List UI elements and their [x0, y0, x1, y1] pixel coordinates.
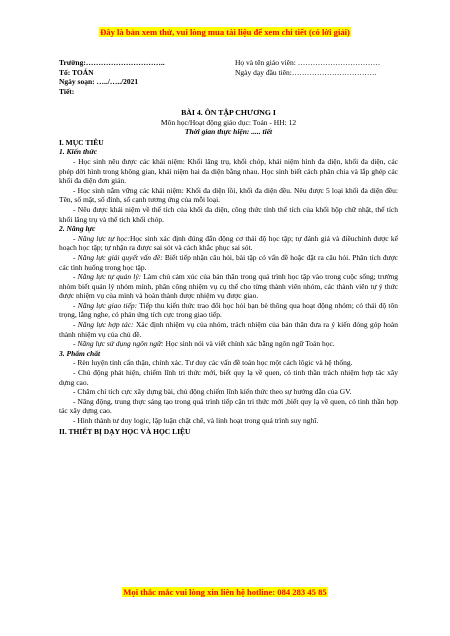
competence-label: - Năng lực sử dụng ngôn ngữ:	[73, 339, 164, 349]
knowledge-item: - Học sinh nêu được các khái niệm: Khối lăng trụ, khối chóp, khái niệm hình đa diện, khối đa diện, các phép dời hình trong không gian, khái niệm hai đa diện bằng nhau. Học sinh biết cách phân chia và lắp ghép các khối đa diện đơn giản.	[59, 156, 398, 186]
qualities-heading: 3. Phẩm chất	[59, 348, 101, 358]
competence-label: - Năng lực tự học:	[73, 233, 130, 243]
competence-item	[59, 301, 398, 320]
competence-heading: 2. Năng lực	[59, 224, 96, 234]
knowledge-heading: 1. Kiến thức	[59, 147, 98, 157]
competence-label: - Năng lực giải quyết vấn đề:	[73, 252, 163, 262]
quality-item: - Rèn luyện tính cẩn thận, chính xác. Tư duy các vấn đề toán học một cách lôgic và hệ thống.	[73, 358, 353, 368]
section-objectives-heading: I. MỤC TIÊU	[59, 137, 104, 147]
competence-label: - Năng lực hợp tác:	[73, 320, 134, 330]
quality-item: - Chủ động phát hiện, chiếm lĩnh tri thức mới, biết quy lạ về quen, có tinh thần trách nhiệm hợp tác xây dựng cao.	[59, 368, 398, 387]
competence-text: Học sinh nói và viết chính xác bằng ngôn ngữ Toán học.	[163, 339, 335, 349]
quality-item: - Năng động, trung thực sáng tạo trong quá trình tiếp cận tri thức mới ,biết quy lạ về quen, có tinh thần hợp tác xây dựng cao.	[59, 396, 398, 416]
lesson-subject: Môn học/Hoạt động giáo dục: Toán - HH: 12	[160, 117, 297, 127]
competence-item	[59, 272, 398, 301]
quality-item: - Hình thành tư duy logic, lập luận chặt chẽ, và linh hoạt trong quá trình suy nghĩ.	[73, 416, 319, 425]
prep-date-field: Ngày soạn: …../…../2021	[59, 77, 139, 87]
lesson-time: Thời gian thực hiện: ..... tiết	[184, 127, 273, 137]
first-teaching-date-field: Ngày dạy đầu tiên:…………………………….	[235, 67, 377, 77]
knowledge-item: - Học sinh nắm vững các khái niệm: Khối đa diện lồi, khối đa diện đều. Nêu được 5 loại khối đa diện đều: Tên, số mặt, số đỉnh, số cạnh tương ứng của mỗi loại.	[59, 185, 398, 205]
knowledge-item: - Nêu được khái niệm về thể tích của khối đa diện, công thức tính thể tích của khối hộp chữ nhật, thể tích khối lăng trụ và thể tích khối chóp.	[59, 204, 398, 224]
teacher-name-field: Họ và tên giáo viên: ……………………………	[235, 58, 381, 67]
competence-item	[59, 320, 398, 339]
hotline-banner	[0, 587, 450, 597]
period-field: Tiết:	[59, 86, 75, 96]
preview-notice-text: Đây là bản xem thử, vui lòng mua tài liệu để xem chi tiết (có lời giải)	[100, 27, 350, 37]
competence-text: Làm chủ cảm xúc của bản thân trong quá trình học tập vào trong cuộc sống; trưởng nhóm biết quản lý nhóm mình, phân công nhiệm vụ cụ thể cho từng thành viên nhóm, các thành viên tự ý thức được nhiệm vụ của mình và hoàn thành được nhiệm vụ được giao.	[59, 272, 399, 301]
document-header	[59, 58, 398, 105]
competence-text: Xác định nhiệm vụ của nhóm, trách nhiệm của bản thân đưa ra ý kiến đóng góp hoàn thành nhiệm vụ của chủ đề.	[59, 320, 398, 339]
competence-item	[59, 234, 398, 253]
header-right	[235, 58, 405, 77]
competence-label: - Năng lực tự quản lý:	[73, 272, 142, 282]
school-field: Trường:…………………………..	[59, 58, 165, 67]
lesson-title: BÀI 4. ÔN TẬP CHƯƠNG I	[181, 108, 276, 117]
competence-item	[59, 339, 398, 349]
competence-text: Biết tiếp nhận câu hỏi, bài tập có vấn đề hoặc đặt ra câu hỏi. Phân tích được các tình huống trong học tập.	[59, 252, 399, 272]
quality-item: - Chăm chỉ tích cực xây dựng bài, chủ động chiếm lĩnh kiến thức theo sự hướng dẫn của GV.	[73, 387, 352, 397]
preview-notice-banner	[0, 27, 450, 37]
header-left	[59, 58, 239, 96]
competence-text: Học sinh xác định đúng đắn động cơ thái độ học tập; tự đánh giá và điềuchỉnh được kế hoạch học tập; tự nhận ra được sai sót và cách khắc phục sai sót.	[59, 233, 398, 253]
section-equipment-heading: II. THIẾT BỊ DẠY HỌC VÀ HỌC LIỆU	[59, 426, 191, 436]
department-field: Tổ: TOÁN	[59, 67, 94, 77]
hotline-text: Mọi thắc mắc vui lòng xin liên hệ hotline: 084 283 45 85	[123, 587, 327, 597]
document-page	[59, 58, 398, 436]
competence-label: - Năng lực giao tiếp:	[73, 300, 138, 310]
competence-item	[59, 253, 398, 272]
competence-text: Tiếp thu kiến thức trao đổi học hỏi bạn bè thông qua hoạt động nhóm; có thái độ tôn trọng, lắng nghe, có phản ứng tích cực trong giao tiếp.	[59, 300, 398, 320]
